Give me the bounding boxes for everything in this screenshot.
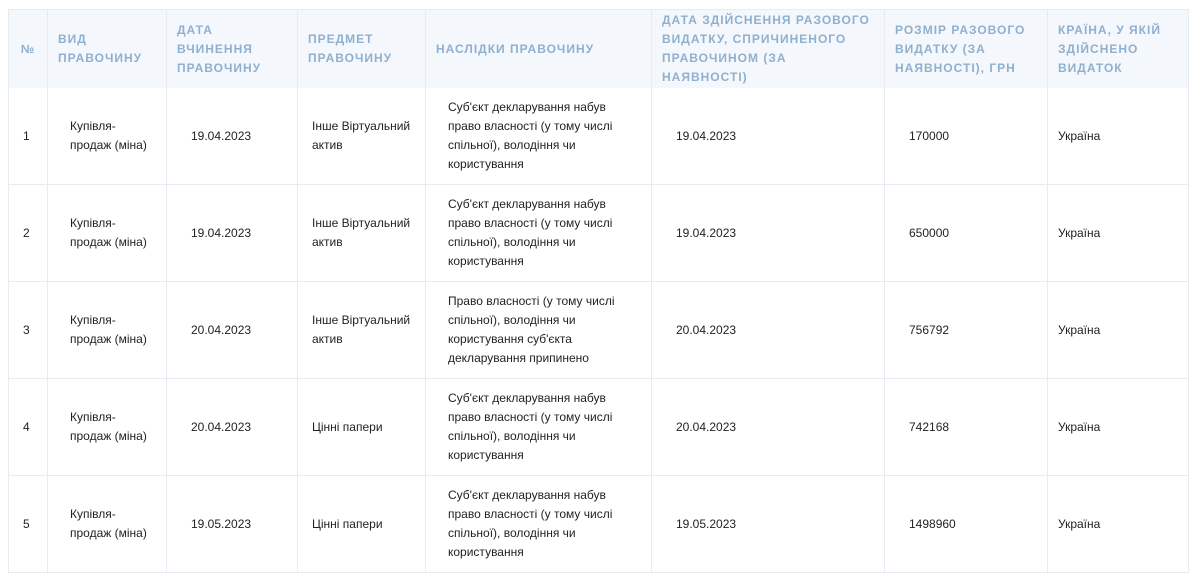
header-transaction-result: НАСЛІДКИ ПРАВОЧИНУ: [426, 10, 652, 89]
cell-number: 5: [9, 476, 48, 573]
cell-number: 2: [9, 185, 48, 282]
header-transaction-type: ВИД ПРАВОЧИНУ: [48, 10, 167, 89]
cell-amount: 1498960: [885, 476, 1048, 573]
cell-type: Купівля-продаж (міна): [48, 379, 167, 476]
cell-expense-date: 20.04.2023: [652, 379, 885, 476]
cell-type: Купівля-продаж (міна): [48, 185, 167, 282]
transactions-table: [8, 9, 1189, 573]
cell-number: 3: [9, 282, 48, 379]
cell-expense-date: 19.04.2023: [652, 185, 885, 282]
cell-country: Україна: [1048, 185, 1189, 282]
table-header-row: [9, 10, 1189, 89]
cell-date: 19.05.2023: [167, 476, 298, 573]
cell-amount: 742168: [885, 379, 1048, 476]
cell-result: Суб'єкт декларування набув право власності (у тому числі спільної), володіння чи користування: [426, 185, 652, 282]
cell-amount: 756792: [885, 282, 1048, 379]
cell-subject: Цінні папери: [298, 379, 426, 476]
header-expense-amount: РОЗМІР РАЗОВОГО ВИДАТКУ (ЗА НАЯВНОСТІ), ГРН: [885, 10, 1048, 89]
cell-date: 19.04.2023: [167, 185, 298, 282]
header-expense-country: КРАЇНА, У ЯКІЙ ЗДІЙСНЕНО ВИДАТОК: [1048, 10, 1189, 89]
cell-amount: 650000: [885, 185, 1048, 282]
cell-date: 20.04.2023: [167, 379, 298, 476]
cell-result: Суб'єкт декларування набув право власності (у тому числі спільної), володіння чи користування: [426, 88, 652, 185]
table-row: [9, 88, 1189, 185]
cell-type: Купівля-продаж (міна): [48, 476, 167, 573]
cell-date: 19.04.2023: [167, 88, 298, 185]
cell-amount: 170000: [885, 88, 1048, 185]
cell-expense-date: 20.04.2023: [652, 282, 885, 379]
table-row: [9, 185, 1189, 282]
cell-country: Україна: [1048, 379, 1189, 476]
cell-number: 4: [9, 379, 48, 476]
cell-result: Суб'єкт декларування набув право власності (у тому числі спільної), володіння чи користування: [426, 379, 652, 476]
cell-subject: Цінні папери: [298, 476, 426, 573]
cell-subject: Інше Віртуальний актив: [298, 88, 426, 185]
cell-result: Суб'єкт декларування набув право власності (у тому числі спільної), володіння чи користування: [426, 476, 652, 573]
cell-country: Україна: [1048, 88, 1189, 185]
cell-expense-date: 19.05.2023: [652, 476, 885, 573]
table-row: [9, 282, 1189, 379]
cell-date: 20.04.2023: [167, 282, 298, 379]
cell-number: 1: [9, 88, 48, 185]
cell-country: Україна: [1048, 476, 1189, 573]
cell-type: Купівля-продаж (міна): [48, 88, 167, 185]
cell-type: Купівля-продаж (міна): [48, 282, 167, 379]
cell-expense-date: 19.04.2023: [652, 88, 885, 185]
cell-subject: Інше Віртуальний актив: [298, 185, 426, 282]
header-number: №: [9, 10, 48, 89]
table-row: [9, 476, 1189, 573]
cell-result: Право власності (у тому числі спільної), володіння чи користування суб'єкта декларування припинено: [426, 282, 652, 379]
table-row: [9, 379, 1189, 476]
cell-country: Україна: [1048, 282, 1189, 379]
header-transaction-subject: ПРЕДМЕТ ПРАВОЧИНУ: [298, 10, 426, 89]
header-expense-date: ДАТА ЗДІЙСНЕННЯ РАЗОВОГО ВИДАТКУ, СПРИЧИНЕНОГО ПРАВОЧИНОМ (ЗА НАЯВНОСТІ): [652, 10, 885, 89]
header-transaction-date: ДАТА ВЧИНЕННЯ ПРАВОЧИНУ: [167, 10, 298, 89]
transactions-table-container: [8, 9, 1188, 573]
cell-subject: Інше Віртуальний актив: [298, 282, 426, 379]
